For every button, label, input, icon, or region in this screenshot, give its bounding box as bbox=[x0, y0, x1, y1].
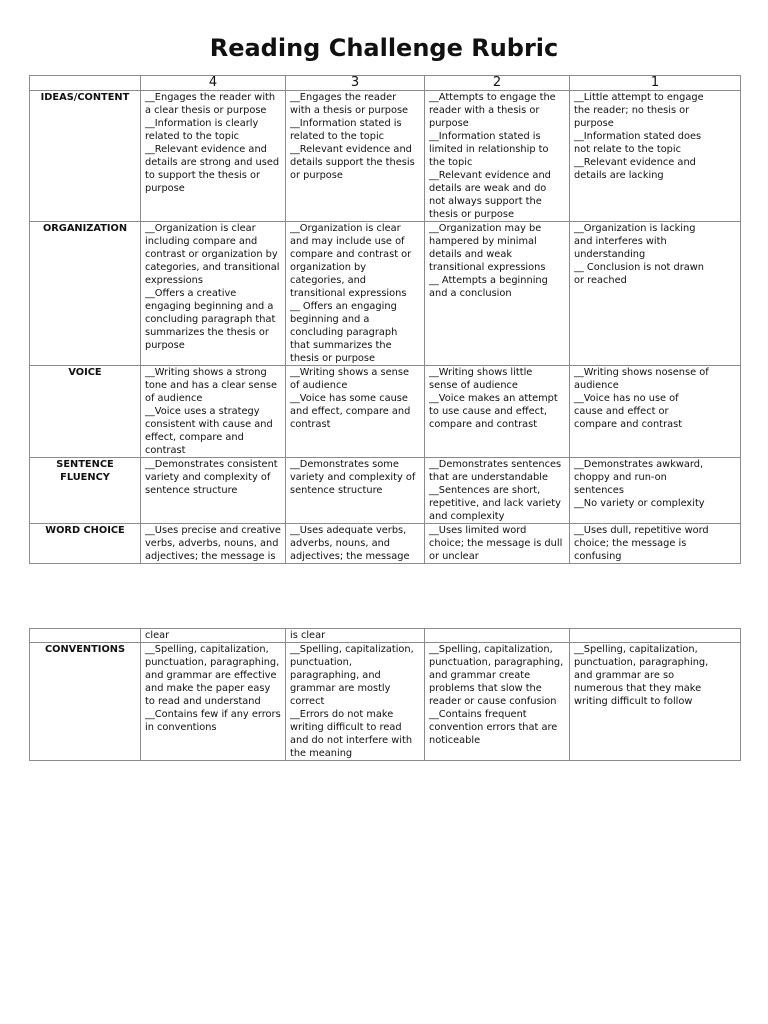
cell-text-line: sense of audience bbox=[429, 380, 518, 391]
cell-text-line: punctuation, paragraphing, bbox=[145, 657, 280, 668]
cell-text-line: correct bbox=[290, 696, 325, 707]
cell-text-line: __Voice uses a strategy bbox=[145, 406, 260, 417]
cell-text-line: hampered by minimal bbox=[429, 236, 537, 247]
cell-word-choice-2 bbox=[425, 524, 570, 564]
cell-text-line: __Demonstrates consistent bbox=[145, 459, 278, 470]
cell-text-line: engaging beginning and a bbox=[145, 301, 274, 312]
cell-ideas-3 bbox=[286, 91, 425, 222]
cell-text-line: __ Conclusion is not drawn bbox=[574, 262, 704, 273]
cell-text-line: contrast bbox=[145, 445, 186, 456]
header-score-3: 3 bbox=[286, 76, 425, 91]
cell-text-line: understanding bbox=[574, 249, 646, 260]
cell-text-line: and effect, compare and bbox=[290, 406, 411, 417]
cell-text-line: writing difficult to follow bbox=[574, 696, 693, 707]
cell-text-line: convention errors that are bbox=[429, 722, 558, 733]
cell-text-line: adjectives; the message bbox=[290, 551, 410, 562]
cell-text-line: __Writing shows a strong bbox=[145, 367, 267, 378]
cell-text-line: __Engages the reader with bbox=[145, 92, 276, 103]
cell-ideas-4 bbox=[141, 91, 286, 222]
cell-word-choice-1 bbox=[570, 524, 741, 564]
cell-text-line: purpose bbox=[429, 118, 469, 129]
cell-text-line: variety and complexity of bbox=[145, 472, 271, 483]
header-score-2: 2 bbox=[425, 76, 570, 91]
cell-text-line: compare and contrast bbox=[429, 419, 538, 430]
cell-text-line: thesis or purpose bbox=[290, 353, 376, 364]
cell-text-line: that summarizes the bbox=[290, 340, 392, 351]
cell-text-line: in conventions bbox=[145, 722, 217, 733]
cell-text-line: __Writing shows little bbox=[429, 367, 533, 378]
cell-text-line: __Relevant evidence and bbox=[574, 157, 696, 168]
cell-fluency-1 bbox=[570, 458, 741, 524]
cell-text-line: choice; the message is bbox=[574, 538, 687, 549]
cell-conventions-1 bbox=[570, 643, 741, 761]
cell-text-line: to read and understand bbox=[145, 696, 261, 707]
cell-text-line: numerous that they make bbox=[574, 683, 702, 694]
cell-text-line: __Sentences are short, bbox=[429, 485, 541, 496]
cell-text-line: details are lacking bbox=[574, 170, 664, 181]
rubric-row-sentence-fluency bbox=[30, 458, 741, 524]
cell-text-line: __Demonstrates sentences bbox=[429, 459, 562, 470]
cell-text-line: __Information is clearly bbox=[145, 118, 259, 129]
cell-text-line: limited in relationship to bbox=[429, 144, 549, 155]
cell-text-line: concluding paragraph bbox=[290, 327, 398, 338]
cell-text-line: expressions bbox=[145, 275, 203, 286]
cell-word-choice-3 bbox=[286, 524, 425, 564]
cell-text-line: purpose bbox=[145, 340, 185, 351]
cell-text-line: adjectives; the message is bbox=[145, 551, 276, 562]
cell-text-line: concluding paragraph that bbox=[145, 314, 276, 325]
cell-text-line: __Voice has some cause bbox=[290, 393, 408, 404]
cell-text-line: __Organization may be bbox=[429, 223, 542, 234]
cell-text-line: __Information stated is bbox=[429, 131, 541, 142]
continuation-blank-cell bbox=[30, 629, 141, 643]
header-score-1: 1 bbox=[570, 76, 741, 91]
cell-text-line: punctuation, paragraphing, bbox=[574, 657, 709, 668]
cell-text-line: sentences bbox=[574, 485, 624, 496]
cell-text-line: details and weak bbox=[429, 249, 513, 260]
cell-text-line: compare and contrast bbox=[574, 419, 683, 430]
rubric-row-word-choice bbox=[30, 524, 741, 564]
continuation-cell-1 bbox=[570, 629, 741, 643]
cell-text-line: __Writing shows a sense bbox=[290, 367, 410, 378]
cell-text-line: contrast bbox=[290, 419, 331, 430]
cell-fluency-3 bbox=[286, 458, 425, 524]
cell-conventions-3 bbox=[286, 643, 425, 761]
cell-text-line: consistent with cause and bbox=[145, 419, 273, 430]
cell-text-line: paragraphing, and bbox=[290, 670, 381, 681]
cell-text-line: not relate to the topic bbox=[574, 144, 682, 155]
cell-word-choice-4 bbox=[141, 524, 286, 564]
cell-text-line: __No variety or complexity bbox=[574, 498, 705, 509]
cell-voice-2 bbox=[425, 366, 570, 458]
cell-text-line: transitional expressions bbox=[429, 262, 546, 273]
cell-text-line: transitional expressions bbox=[290, 288, 407, 299]
cell-organization-2 bbox=[425, 222, 570, 366]
cell-text-line: of audience bbox=[145, 393, 203, 404]
cell-text-line: punctuation, paragraphing, bbox=[429, 657, 564, 668]
cell-text-line: sentence structure bbox=[145, 485, 238, 496]
header-score-4: 4 bbox=[141, 76, 286, 91]
cell-fluency-4 bbox=[141, 458, 286, 524]
cell-text-line: related to the topic bbox=[145, 131, 240, 142]
cell-text-line: __Writing shows nosense of bbox=[574, 367, 709, 378]
cell-text-line: __Relevant evidence and bbox=[290, 144, 412, 155]
cell-text-line: __ Attempts a beginning bbox=[429, 275, 548, 286]
cell-text-line: not always support the bbox=[429, 196, 542, 207]
category-word-choice: WORD CHOICE bbox=[30, 524, 141, 564]
cell-text-line: __Organization is clear bbox=[145, 223, 256, 234]
category-sentence-fluency bbox=[30, 458, 141, 524]
rubric-table-continued bbox=[29, 628, 741, 761]
cell-text-line: __Little attempt to engage bbox=[574, 92, 704, 103]
cell-text-line: categories, and transitional bbox=[145, 262, 280, 273]
cell-text-line: verbs, adverbs, nouns, and bbox=[145, 538, 279, 549]
cell-text-line: effect, compare and bbox=[145, 432, 244, 443]
cell-conventions-4 bbox=[141, 643, 286, 761]
cell-text-line: related to the topic bbox=[290, 131, 385, 142]
cell-text-line: __Spelling, capitalization, bbox=[145, 644, 269, 655]
cell-text-line: __Information stated does bbox=[574, 131, 702, 142]
cell-text-line: __Contains frequent bbox=[429, 709, 527, 720]
header-blank-cell bbox=[30, 76, 141, 91]
cell-text-line: and do not interfere with bbox=[290, 735, 413, 746]
cell-text-line: __Attempts to engage the bbox=[429, 92, 556, 103]
cell-text-line: __Organization is lacking bbox=[574, 223, 696, 234]
cell-text-line: reader or cause confusion bbox=[429, 696, 557, 707]
cell-text-line: __Voice has no use of bbox=[574, 393, 679, 404]
cell-voice-3 bbox=[286, 366, 425, 458]
cell-text-line: choppy and run-on bbox=[574, 472, 667, 483]
cell-text-line: __Demonstrates awkward, bbox=[574, 459, 704, 470]
cell-text-line: and interferes with bbox=[574, 236, 667, 247]
cell-text-line: __Errors do not make bbox=[290, 709, 394, 720]
cell-organization-3 bbox=[286, 222, 425, 366]
cell-text-line: __Relevant evidence and bbox=[145, 144, 267, 155]
rubric-row-ideas-content bbox=[30, 91, 741, 222]
cell-text-line: reader with a thesis or bbox=[429, 105, 540, 116]
cell-text-line: thesis or purpose bbox=[429, 209, 515, 220]
cell-text-line: tone and has a clear sense bbox=[145, 380, 278, 391]
cell-text-line: problems that slow the bbox=[429, 683, 542, 694]
cell-text-line: or purpose bbox=[290, 170, 343, 181]
cell-text-line: to support the thesis or bbox=[145, 170, 261, 181]
cell-text-line: contrast or organization by bbox=[145, 249, 278, 260]
cell-text-line: details are strong and used bbox=[145, 157, 280, 168]
continuation-cell-4: clear bbox=[141, 629, 286, 643]
cell-text-line: noticeable bbox=[429, 735, 481, 746]
cell-text-line: __ Offers an engaging bbox=[290, 301, 397, 312]
cell-text-line: categories, and bbox=[290, 275, 367, 286]
cell-text-line: beginning and a bbox=[290, 314, 370, 325]
cell-text-line: that are understandable bbox=[429, 472, 549, 483]
cell-text-line: writing difficult to read bbox=[290, 722, 402, 733]
cell-text-line: confusing bbox=[574, 551, 622, 562]
cell-text-line: audience bbox=[574, 380, 619, 391]
cell-text-line: variety and complexity of bbox=[290, 472, 416, 483]
cell-text-line: __Offers a creative bbox=[145, 288, 237, 299]
cell-text-line: compare and contrast or bbox=[290, 249, 412, 260]
continuation-cell-2 bbox=[425, 629, 570, 643]
cell-voice-1 bbox=[570, 366, 741, 458]
cell-text-line: and may include use of bbox=[290, 236, 405, 247]
category-conventions: CONVENTIONS bbox=[30, 643, 141, 761]
cell-text-line: adverbs, nouns, and bbox=[290, 538, 391, 549]
cell-text-line: a clear thesis or purpose bbox=[145, 105, 267, 116]
cell-text-line: and grammar are effective bbox=[145, 670, 277, 681]
cell-text-line: details support the thesis bbox=[290, 157, 415, 168]
category-voice: VOICE bbox=[30, 366, 141, 458]
header-row bbox=[30, 76, 741, 91]
cell-text-line: cause and effect or bbox=[574, 406, 669, 417]
rubric-row-voice bbox=[30, 366, 741, 458]
rubric-table bbox=[29, 75, 741, 564]
cell-text-line: the topic bbox=[429, 157, 473, 168]
cell-text-line: and complexity bbox=[429, 511, 505, 522]
cell-text-line: or reached bbox=[574, 275, 627, 286]
cell-text-line: and make the paper easy bbox=[145, 683, 271, 694]
cell-fluency-2 bbox=[425, 458, 570, 524]
cell-text-line: __Organization is clear bbox=[290, 223, 401, 234]
page-title: Reading Challenge Rubric bbox=[209, 34, 559, 62]
cell-text-line: repetitive, and lack variety bbox=[429, 498, 561, 509]
cell-text-line: the reader; no thesis or bbox=[574, 105, 690, 116]
cell-text-line: __Information stated is bbox=[290, 118, 402, 129]
cell-text-line: the meaning bbox=[290, 748, 353, 759]
cell-text-line: purpose bbox=[574, 118, 614, 129]
category-organization: ORGANIZATION bbox=[30, 222, 141, 366]
cell-text-line: choice; the message is dull bbox=[429, 538, 563, 549]
cell-text-line: __Uses adequate verbs, bbox=[290, 525, 407, 536]
cell-text-line: __Relevant evidence and bbox=[429, 170, 551, 181]
cell-ideas-2 bbox=[425, 91, 570, 222]
cell-voice-4 bbox=[141, 366, 286, 458]
cell-text-line: __Uses precise and creative bbox=[145, 525, 281, 536]
cell-text-line: grammar are mostly bbox=[290, 683, 391, 694]
rubric-row-organization bbox=[30, 222, 741, 366]
cell-text-line: __Uses dull, repetitive word bbox=[574, 525, 709, 536]
cell-organization-1 bbox=[570, 222, 741, 366]
cell-text-line: of audience bbox=[290, 380, 348, 391]
cell-text-line: and a conclusion bbox=[429, 288, 512, 299]
cell-text-line: summarizes the thesis or bbox=[145, 327, 269, 338]
cell-text-line: __Uses limited word bbox=[429, 525, 527, 536]
continuation-cell-3: is clear bbox=[286, 629, 425, 643]
category-line: SENTENCE bbox=[56, 459, 114, 470]
cell-text-line: __Spelling, capitalization, bbox=[290, 644, 414, 655]
cell-text-line: __Voice makes an attempt bbox=[429, 393, 558, 404]
cell-organization-4 bbox=[141, 222, 286, 366]
cell-text-line: __Engages the reader bbox=[290, 92, 397, 103]
cell-text-line: purpose bbox=[145, 183, 185, 194]
continuation-row bbox=[30, 629, 741, 643]
cell-text-line: __Spelling, capitalization, bbox=[574, 644, 698, 655]
cell-text-line: to use cause and effect, bbox=[429, 406, 547, 417]
cell-ideas-1 bbox=[570, 91, 741, 222]
cell-text-line: and grammar create bbox=[429, 670, 531, 681]
cell-text-line: including compare and bbox=[145, 236, 258, 247]
category-line: FLUENCY bbox=[60, 472, 110, 483]
cell-text-line: organization by bbox=[290, 262, 367, 273]
cell-text-line: with a thesis or purpose bbox=[290, 105, 409, 116]
rubric-row-conventions bbox=[30, 643, 741, 761]
cell-text-line: punctuation, bbox=[290, 657, 352, 668]
cell-text-line: __Demonstrates some bbox=[290, 459, 399, 470]
cell-text-line: details are weak and do bbox=[429, 183, 547, 194]
cell-text-line: and grammar are so bbox=[574, 670, 675, 681]
cell-text-line: __Contains few if any errors bbox=[145, 709, 281, 720]
cell-text-line: __Spelling, capitalization, bbox=[429, 644, 553, 655]
cell-text-line: sentence structure bbox=[290, 485, 383, 496]
cell-conventions-2 bbox=[425, 643, 570, 761]
category-ideas-content: IDEAS/CONTENT bbox=[30, 91, 141, 222]
cell-text-line: or unclear bbox=[429, 551, 479, 562]
